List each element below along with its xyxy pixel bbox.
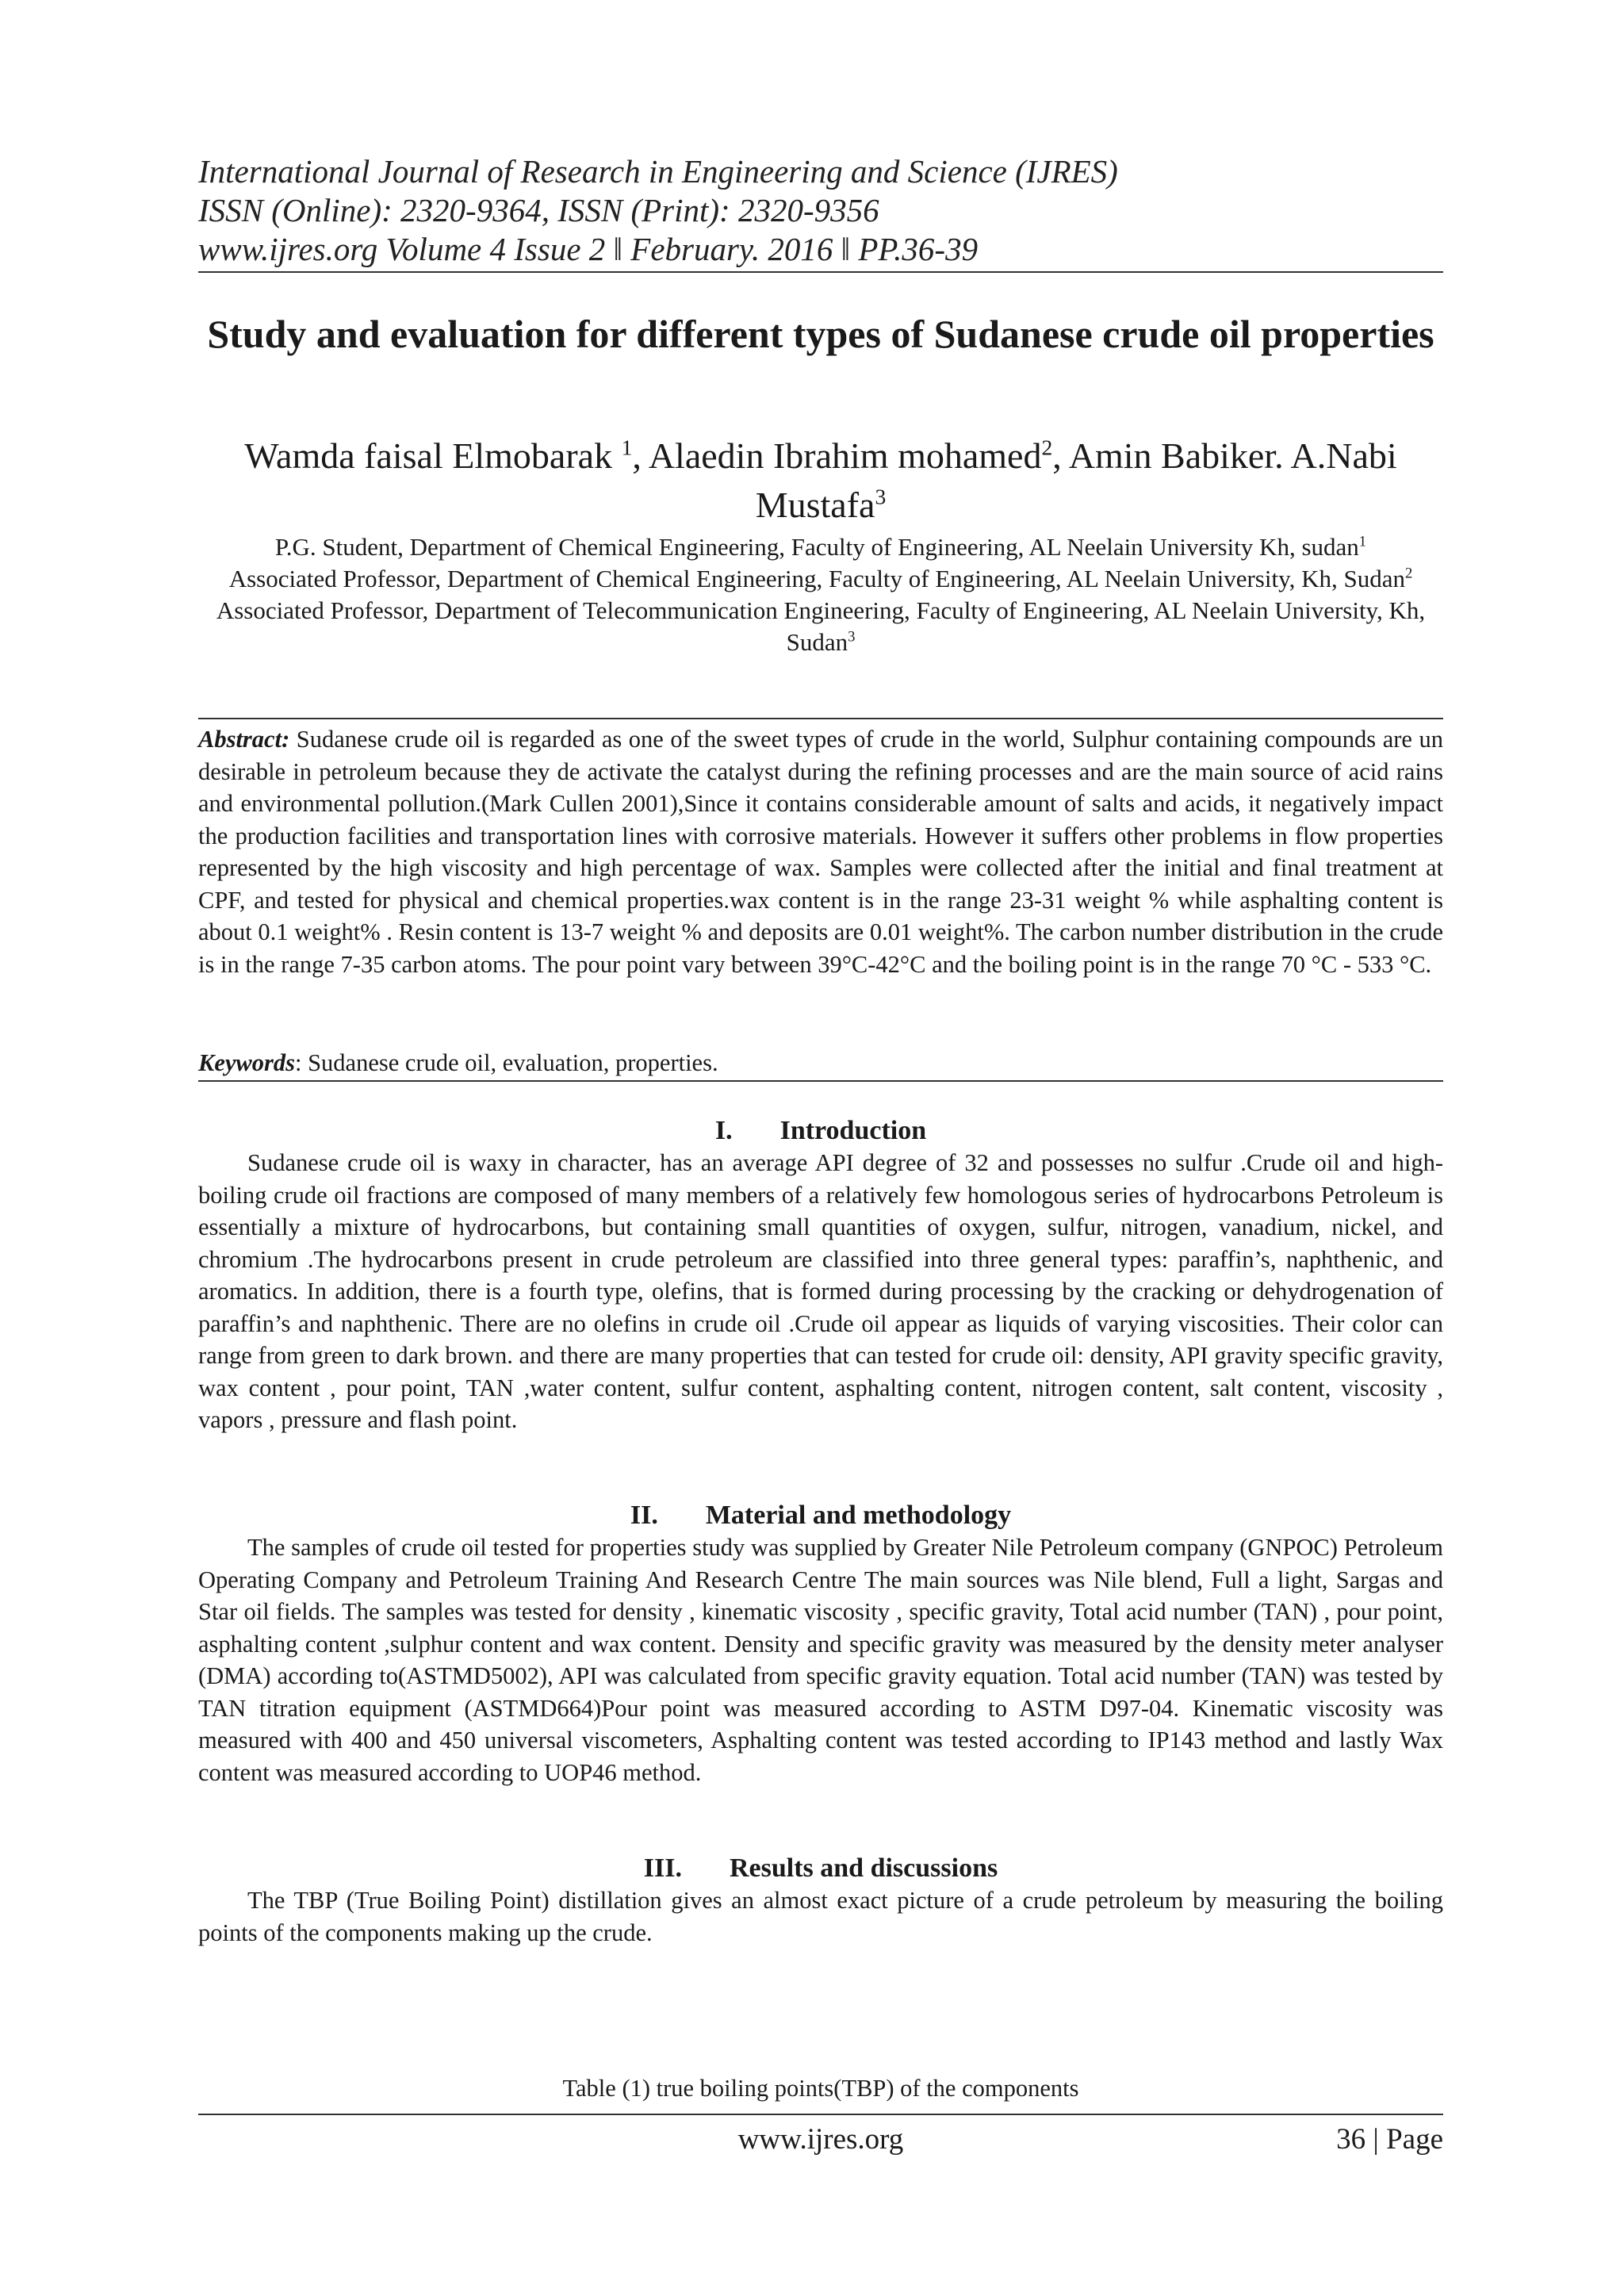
keywords — [198, 1047, 1443, 1079]
header-divider — [198, 271, 1443, 273]
paper-title: Study and evaluation for different types of Sudanese crude oil properties — [207, 312, 1434, 356]
affiliation-2 — [198, 563, 1443, 595]
section-title-text: Material and methodology — [705, 1501, 1012, 1530]
author-3: , Amin Babiker. A.Nabi Mustafa — [755, 435, 1397, 525]
table-caption: Table (1) true boiling points(TBP) of the components — [562, 2075, 1079, 2102]
introduction-paragraph: Sudanese crude oil is waxy in character, has an average API degree of 32 and possesses no sulfur .Crude oil and high-boiling crude oil fractions are composed of many members of a relatively few homologous series of hydrocarbons Petroleum is essentially a mixture of hydrocarbons, but containing small quantities of oxygen, sulfur, nitrogen, vanadium, nickel, and chromium .The hydrocarbons present in crude petroleum are classified into three general types: paraffin’s, naphthenic, and aromatics. In addition, there is a fourth type, olefins, that is formed during processing by the cracking or dehydrogenation of paraffin’s and naphthenic. There are no olefins in crude oil .Crude oil appear as liquids of varying viscosities. Their color can range from green to dark brown. and there are many properties that can tested for crude oil: density, API gravity specific gravity, wax content , pour point, TAN ,water content, sulfur content, asphalting content, nitrogen content, salt content, viscosity , vapors , pressure and flash point. — [198, 1149, 1443, 1433]
section-heading-methodology — [198, 1499, 1443, 1532]
author-3-sup: 3 — [875, 484, 887, 509]
author-1: Wamda faisal Elmobarak — [244, 435, 622, 476]
abstract-bottom-rule — [198, 1080, 1443, 1082]
affiliation-3 — [198, 595, 1443, 658]
footer-website: www.ijres.org — [737, 2123, 904, 2156]
journal-name: International Journal of Research in Engineering and Science (IJRES) — [198, 153, 1118, 190]
section-number: I. — [714, 1116, 733, 1145]
affiliation-3-sup: 3 — [848, 628, 856, 646]
author-2: , Alaedin Ibrahim mohamed — [632, 435, 1042, 476]
footer-divider — [198, 2114, 1443, 2115]
section-number: III. — [643, 1853, 682, 1883]
section-heading-introduction — [198, 1114, 1443, 1148]
journal-volume: www.ijres.org Volume 4 Issue 2 ǁ February. 2016 ǁ PP.36-39 — [198, 231, 979, 267]
affiliation-3-text: Associated Professor, Department of Telecommunication Engineering, Faculty of Engineering, AL Neelain University, Kh, Sudan — [216, 596, 1426, 656]
page-number: 36 | Page — [1336, 2123, 1443, 2156]
section-title-text: Results and discussions — [729, 1853, 998, 1883]
author-1-sup: 1 — [621, 435, 633, 460]
affiliation-1-text: P.G. Student, Department of Chemical Engineering, Faculty of Engineering, AL Neelain University Kh, sudan — [274, 533, 1359, 561]
abstract-text: Sudanese crude oil is regarded as one of the sweet types of crude in the world, Sulphur containing compounds are un desirable in petroleum because they de activate the catalyst during the refining processes and are the main source of acid rains and environmental pollution.(Mark Cullen 2001),Since it contains considerable amount of salts and acids, it negatively impact the production facilities and transportation lines with corrosive materials. However it suffers other problems in flow properties represented by the high viscosity and high percentage of wax. Samples were collected after the initial and final treatment at CPF, and tested for physical and chemical properties.wax content is in the range 23-31 weight % while asphalting content is about 0.1 weight% . Resin content is 13-7 weight % and deposits are 0.01 weight%. The carbon number distribution in the crude is in the range 7-35 carbon atoms. The pour point vary between 39°C-42°C and the boiling point is in the range 70 °C - 533 °C. — [198, 726, 1443, 978]
abstract — [198, 723, 1443, 980]
affiliation-2-text: Associated Professor, Department of Chemical Engineering, Faculty of Engineering, AL Neelain University, Kh, Sudan — [228, 565, 1405, 592]
author-list — [198, 431, 1443, 530]
section-number: II. — [630, 1501, 658, 1530]
affiliation-2-sup: 2 — [1404, 565, 1413, 582]
section-title-text: Introduction — [779, 1116, 927, 1145]
methodology-paragraph: The samples of crude oil tested for properties study was supplied by Greater Nile Petroleum company (GNPOC) Petroleum Operating Company and Petroleum Training And Research Centre The main sources was Nile blend, Full a light, Sargas and Star oil fields. The samples was tested for density , kinematic viscosity , specific gravity, Total acid number (TAN) , pour point, asphalting content ,sulphur content and wax content. Density and specific gravity was measured by the density meter analyser (DMA) according to(ASTMD5002), API was calculated from specific gravity equation. Total acid number (TAN) was tested by TAN titration equipment (ASTMD664)Pour point was measured according to ASTM D97-04. Kinematic viscosity was measured with 400 and 450 universal viscometers, Asphalting content was tested according to IP143 method and lastly Wax content was measured according to UOP46 method. — [198, 1534, 1443, 1786]
keywords-label: Keywords — [198, 1049, 295, 1076]
abstract-top-rule — [198, 718, 1443, 719]
abstract-label: Abstract: — [198, 726, 290, 753]
affiliation-list — [198, 531, 1443, 658]
section-heading-results — [198, 1852, 1443, 1885]
affiliation-1-sup: 1 — [1358, 533, 1367, 550]
journal-header — [198, 152, 1443, 269]
author-2-sup: 2 — [1041, 435, 1053, 460]
results-paragraph: The TBP (True Boiling Point) distillation gives an almost exact picture of a crude petroleum by measuring the boiling points of the components making up the crude. — [198, 1887, 1443, 1946]
affiliation-1 — [198, 531, 1443, 563]
keywords-text: : Sudanese crude oil, evaluation, properties. — [295, 1049, 718, 1076]
journal-issn: ISSN (Online): 2320-9364, ISSN (Print): 2320-9356 — [198, 192, 879, 228]
